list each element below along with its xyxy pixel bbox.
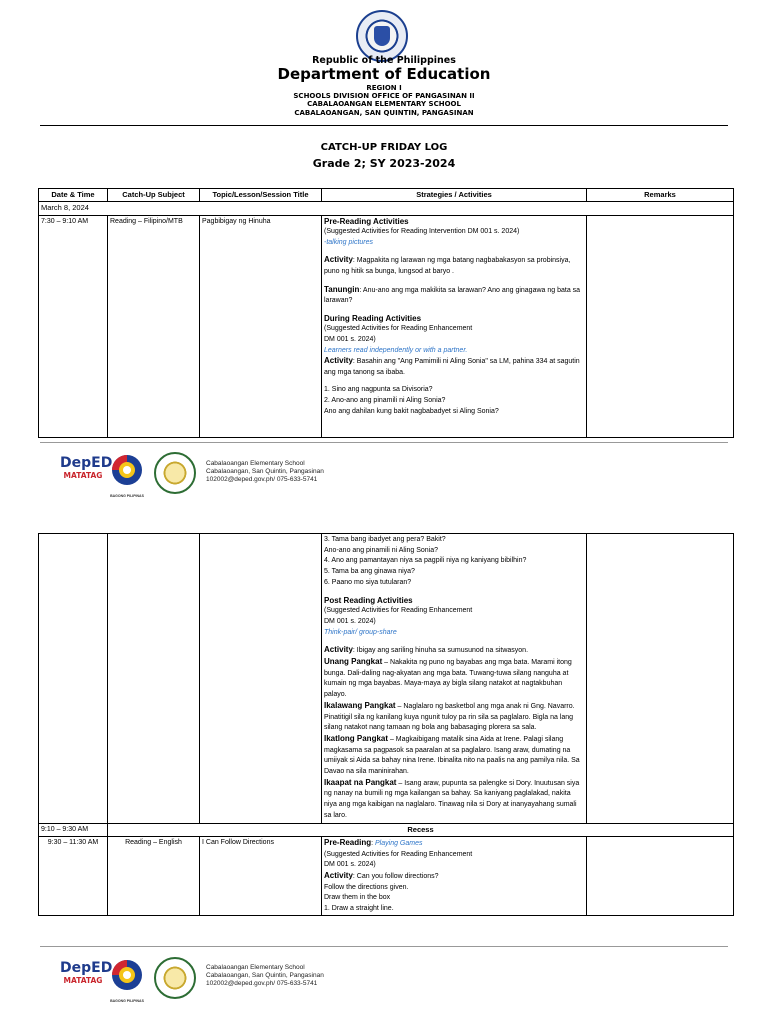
footer-school-name: Cabalaoangan Elementary School	[206, 460, 305, 467]
col-header-date: Date & Time	[39, 189, 108, 202]
footer-address-block	[206, 460, 324, 484]
header-line: CABALAOANGAN, SAN QUINTIN, PANGASINAN	[294, 108, 474, 117]
header-line: CABALAOANGAN ELEMENTARY SCHOOL	[307, 100, 461, 109]
log-subtitle: Grade 2; SY 2023-2024	[312, 157, 456, 170]
col-header-topic: Topic/Lesson/Session Title	[200, 189, 322, 202]
date-row: March 8, 2024	[39, 202, 734, 216]
strategy-text: Learners read independently or with a partner.	[324, 346, 468, 354]
activity-paragraph	[324, 356, 584, 378]
reference-text: (Suggested Activities for Reading Enhancement	[324, 607, 473, 615]
question-item: 3. Tama bang ibadyet ang pera? Bakit?	[324, 536, 446, 543]
group-text: – Nakakita ng puno ng bayabas ang mga bata. Marami itong bunga. Dali-daling nag-akyatan ang mga bata. Tuwang-tuwa silang nanguha at kumain ng mga bayabas. Maya-maya ay bigla silang natakot at nagtakbuhan palayo.	[324, 659, 572, 699]
activity-text: : Ibigay ang sariling hinuha sa sumusunod na sitwasyon.	[352, 647, 529, 655]
bagong-pilipinas-logo	[108, 453, 146, 497]
log-table-page1	[38, 188, 734, 438]
footer-divider	[40, 442, 728, 443]
question-item: 6. Paano mo siya tutularan?	[324, 578, 412, 586]
direction-line: Draw them in the box	[324, 894, 391, 902]
tanungin-paragraph	[324, 285, 584, 307]
group-text: – Naglalaro ng basketbol ang mga anak ni Gng. Navarro. Pinatitigil sila ng kanilang kuya ngunit tuloy pa rin sila sa paglalaro. Bigla na lang silang natakot nang tamaan ng bola ang babasaging plorera sa sala.	[324, 702, 575, 732]
group-text: – Magkaibigang matalik sina Aida at Irene. Palagi silang magkasama sa pagpasok sa paaralan at sa paglalaro. Isang araw, dumating na umiiyak si Aida sa bahay nina Irene. Ibinalita nito na paalis na ang pamilya nila. Sa Davao na sila maninirahan.	[324, 735, 580, 776]
matatag-logo-text: MATATAG	[63, 471, 103, 480]
col-header-subject: Catch-Up Subject	[108, 189, 200, 202]
activity-text: : Basahin ang "Ang Pamimili ni Aling Sonia" sa LM, pahina 334 at sagutin ang mga tanong sa ibaba.	[324, 358, 580, 376]
group-label: Ikalawang Pangkat	[324, 700, 396, 710]
tanungin-text: : Anu-ano ang mga makikita sa larawan? Ano ang ginagawa ng bata sa larawan?	[324, 286, 581, 305]
post-reading-heading: Post Reading Activities	[324, 595, 413, 605]
group-label: Ikatlong Pangkat	[324, 733, 389, 743]
col-header-remarks: Remarks	[587, 189, 734, 202]
footer-contact: 102002@deped.gov.ph/ 075-633-5741	[206, 980, 318, 987]
strategy-text: -talking pictures	[324, 238, 374, 246]
activity-label: Activity	[324, 645, 353, 655]
question-item: 1. Sino ang nagpunta sa Divisoria?	[324, 386, 433, 394]
topic-cell: Pagbibigay ng Hinuha	[200, 215, 322, 437]
tanungin-label: Tanungin	[324, 284, 360, 294]
subject-cell	[108, 534, 200, 824]
deped-logo-text: DepED	[60, 455, 113, 471]
pre-reading-paragraph: Pre-Reading: Playing Games	[324, 838, 423, 848]
pre-reading-heading: Pre-Reading Activities	[324, 216, 409, 226]
reference-text: DM 001 s. 2024)	[324, 617, 376, 625]
activity-label: Activity	[324, 870, 353, 880]
strategies-cell	[322, 534, 587, 824]
pre-reading-label: Pre-Reading	[324, 838, 372, 848]
strategy-text: Playing Games	[375, 840, 423, 848]
remarks-cell	[587, 534, 734, 824]
recess-time-cell: 9:10 – 9:30 AM	[39, 823, 108, 837]
topic-cell: I Can Follow Directions	[200, 837, 322, 916]
activity-text: : Can you follow directions?	[352, 872, 439, 880]
group-paragraph	[324, 734, 584, 778]
activity-label: Activity	[324, 255, 353, 265]
remarks-cell	[587, 837, 734, 916]
strategy-text: Think-pair/ group-share	[324, 628, 397, 636]
reference-text: (Suggested Activities for Reading Enhancement	[324, 850, 473, 858]
reference-text: (Suggested Activities for Reading Enhancement	[324, 325, 473, 333]
question-item: Ano ang dahilan kung bakit nagbabadyet si Aling Sonia?	[324, 407, 499, 415]
group-paragraph	[324, 701, 584, 734]
reference-text: DM 001 s. 2024)	[324, 335, 376, 343]
school-seal-logo	[154, 452, 196, 494]
time-cell: 7:30 – 9:10 AM	[39, 215, 108, 437]
direction-line: 1. Draw a straight line.	[324, 904, 394, 912]
matatag-logo-text: MATATAG	[63, 976, 103, 985]
log-table-page2	[38, 533, 734, 916]
subject-cell: Reading – English	[108, 837, 200, 916]
subject-cell: Reading – Filipino/MTB	[108, 215, 200, 437]
header-line: SCHOOLS DIVISION OFFICE OF PANGASINAN II	[293, 92, 475, 101]
header-divider	[40, 125, 728, 126]
footer-school-name: Cabalaoangan Elementary School	[206, 964, 305, 971]
activity-paragraph	[324, 255, 584, 277]
activity-paragraph	[324, 871, 584, 883]
strategies-cell	[322, 215, 587, 437]
activity-text: : Magpakita ng larawan ng mga batang nagbabakasyon sa probinsiya, puno ng hitik sa bunga, lungsod at baryo .	[324, 257, 571, 275]
during-reading-heading: During Reading Activities	[324, 313, 422, 323]
time-cell: 9:30 – 11:30 AM	[39, 837, 108, 916]
footer-contact: 102002@deped.gov.ph/ 075-633-5741	[206, 476, 318, 483]
header-lines	[0, 84, 768, 117]
remarks-cell	[587, 215, 734, 437]
group-label: Unang Pangkat	[324, 657, 383, 667]
question-item: 5. Tama ba ang ginawa niya?	[324, 568, 415, 576]
group-label: Ikaapat na Pangkat	[324, 777, 397, 787]
group-paragraph	[324, 657, 584, 701]
col-header-strategies: Strategies / Activities	[322, 189, 587, 202]
recess-cell: Recess	[108, 823, 734, 837]
reference-text: (Suggested Activities for Reading Intervention DM 001 s. 2024)	[324, 228, 520, 236]
question-item: 2. Ano-ano ang pinamili ni Aling Sonia?	[324, 396, 446, 404]
bagong-pilipinas-text: BAGONG PILIPINAS	[110, 494, 144, 498]
deped-logo-text: DepED	[60, 960, 113, 976]
time-cell	[39, 534, 108, 824]
footer-divider	[40, 946, 728, 947]
footer-address: Cabalaoangan, San Quintin, Pangasinan	[206, 468, 324, 475]
school-seal-logo	[154, 957, 196, 999]
group-text: – Isang araw, pupunta sa palengke si Dory. Inuutusan siya ng nanay na bumili ng mga kailangan sa bahay. Sa kaniyang paglalakad, nakita niya ang mga kaibigan na naglalaro. Tinawag nila si Dory at inanyayahang sumali sa laro.	[324, 779, 580, 819]
bagong-pilipinas-text: BAGONG PILIPINAS	[110, 999, 144, 1003]
department-title: Department of Education	[277, 65, 491, 83]
topic-cell	[200, 534, 322, 824]
reference-text: DM 001 s. 2024)	[324, 861, 376, 869]
deped-matatag-logo	[60, 960, 113, 996]
direction-line: Follow the directions given.	[324, 883, 409, 891]
strategies-cell	[322, 837, 587, 916]
footer-address-block	[206, 964, 324, 988]
republic-text: Republic of the Philippines	[312, 55, 456, 66]
deped-matatag-logo	[60, 455, 113, 491]
log-title: CATCH-UP FRIDAY LOG	[320, 142, 448, 153]
footer-address: Cabalaoangan, San Quintin, Pangasinan	[206, 972, 324, 979]
group-paragraph	[324, 778, 584, 822]
activity-paragraph	[324, 645, 584, 657]
activity-label: Activity	[324, 356, 353, 366]
header-line: REGION I	[366, 84, 402, 92]
question-item: Ano-ano ang pinamili ni Aling Sonia?	[324, 546, 439, 554]
question-item: 4. Ano ang pamantayan niya sa pagpili niya ng kaniyang bibilhin?	[324, 557, 527, 565]
bagong-pilipinas-logo	[108, 958, 146, 1002]
